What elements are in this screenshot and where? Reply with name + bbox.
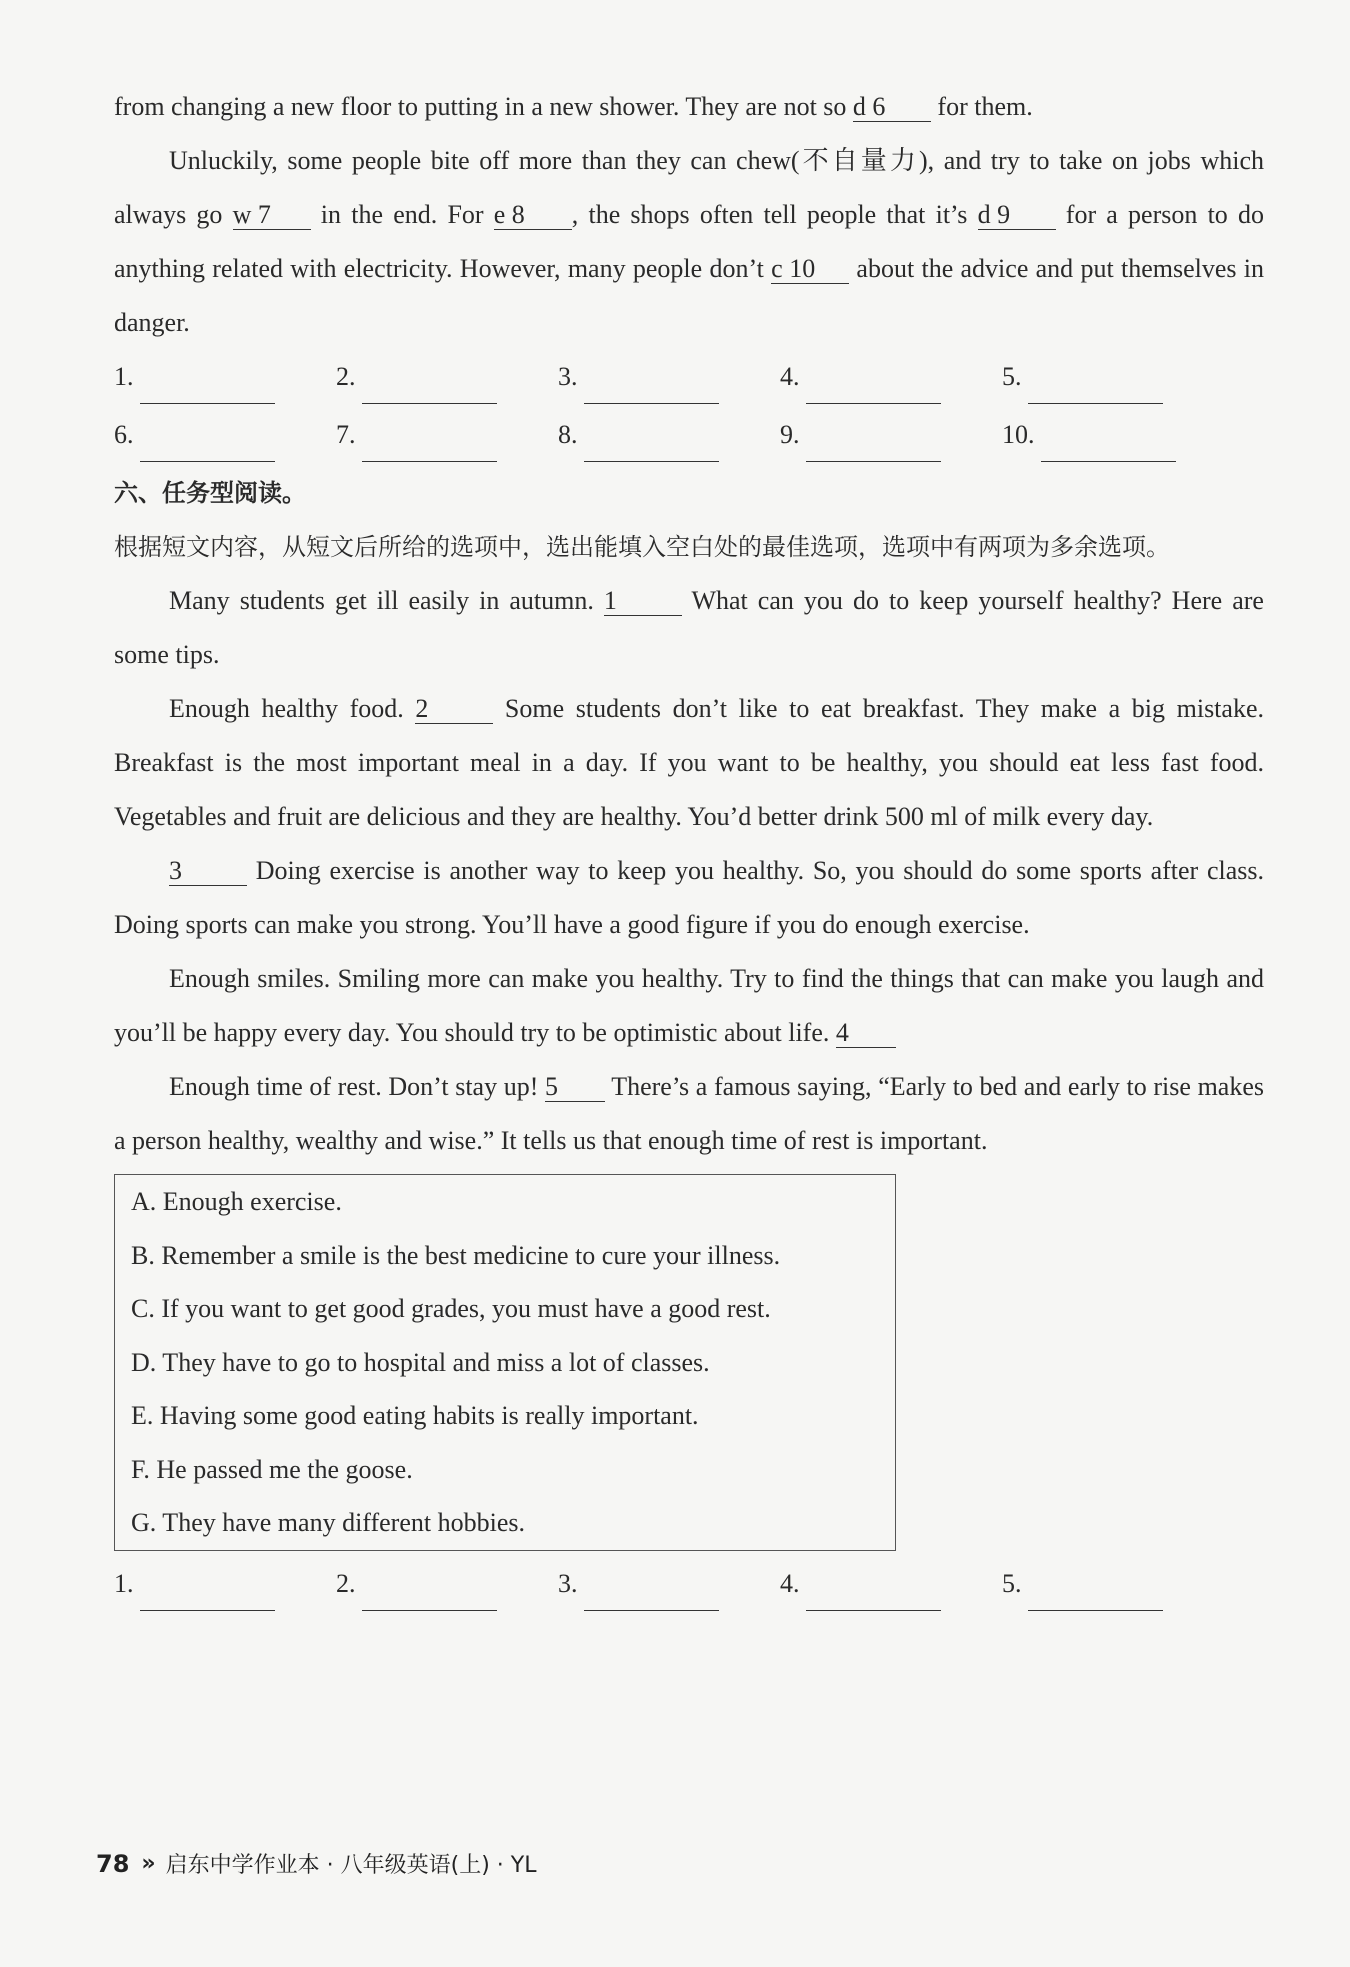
blank-4: 4 <box>836 1019 896 1048</box>
passage6-paragraph3 <box>114 844 1264 952</box>
answer-line[interactable] <box>1028 1584 1163 1611</box>
double-chevron-icon: » <box>141 1851 156 1876</box>
page-footer <box>96 1848 536 1879</box>
answer-number: 4. <box>780 1568 800 1598</box>
answer-line[interactable] <box>806 377 941 404</box>
blank-2: 2 <box>415 695 493 724</box>
blank-1: 1 <box>604 587 682 616</box>
answer-line[interactable] <box>362 435 497 462</box>
answer-number: 1. <box>114 1568 134 1598</box>
answer-line[interactable] <box>140 1584 275 1611</box>
section-heading: 六、任务型阅读。 <box>114 479 306 507</box>
text-run: There’s a famous saying, “Early to bed and early to rise makes a person healthy, wealthy and wise.” It tells us that enough time of rest is important. <box>114 1072 1264 1155</box>
answer-number: 2. <box>336 362 356 391</box>
answer-line[interactable] <box>806 1584 941 1611</box>
answer-line[interactable] <box>362 1584 497 1611</box>
blank-7: w 7 <box>233 201 311 230</box>
section-instruction: 根据短文内容，从短文后所给的选项中，选出能填入空白处的最佳选项，选项中有两项为多余选项。 <box>114 533 1170 561</box>
answer-number: 1. <box>114 362 134 391</box>
text-run: Enough time of rest. Don’t stay up! <box>169 1072 546 1101</box>
page-number: 78 <box>96 1849 130 1878</box>
answer-slot <box>780 1557 1002 1611</box>
answer-slot <box>780 350 1002 404</box>
passage6-paragraph1 <box>114 574 1264 682</box>
text-run: , the shops often tell people that it’s <box>571 200 978 229</box>
text-run: Doing exercise is another way to keep you healthy. So, you should do some sports after class. Doing sports can make you strong. You’ll have a good figure if you do enough exercise. <box>114 856 1264 939</box>
answer-row-2 <box>114 408 1264 466</box>
text-run: for them. <box>930 92 1033 121</box>
blank-8: e 8 <box>494 201 572 230</box>
blank-5: 5 <box>545 1073 605 1102</box>
answer-number: 5. <box>1002 362 1022 391</box>
answer-slot <box>1002 408 1224 462</box>
passage6-paragraph2 <box>114 682 1264 844</box>
answer-line[interactable] <box>584 377 719 404</box>
answer-row-1 <box>114 350 1264 408</box>
blank-3: 3 <box>169 857 247 886</box>
blank-10: c 10 <box>771 255 849 284</box>
answer-line[interactable] <box>362 377 497 404</box>
option-b: B. Remember a smile is the best medicine to cure your illness. <box>131 1240 781 1270</box>
answer-number: 8. <box>558 420 578 449</box>
blank-6: d 6 <box>853 93 931 122</box>
answer-number: 9. <box>780 420 800 449</box>
answer-slot <box>558 1557 780 1611</box>
answer-number: 2. <box>336 1568 356 1598</box>
option-g: G. They have many different hobbies. <box>131 1508 525 1537</box>
answer-slot <box>336 1557 558 1611</box>
option-d: D. They have to go to hospital and miss a lot of classes. <box>131 1347 710 1377</box>
answer-line[interactable] <box>806 435 941 462</box>
option-a: A. Enough exercise. <box>131 1187 342 1216</box>
text-run: Some students don’t like to eat breakfast. They make a big mistake. Breakfast is the most important meal in a day. If you want to be healthy, you should eat less fast food. Vegetables and fruit are delicious and they are healthy. You’d better drink 500 ml of milk every day. <box>114 694 1264 831</box>
passage6-paragraph4 <box>114 952 1264 1060</box>
answer-slot <box>1002 350 1224 404</box>
answer-slot <box>336 408 558 462</box>
passage5-line1 <box>114 80 1264 134</box>
page-content <box>114 80 1264 1615</box>
answer-slot <box>1002 1557 1224 1611</box>
text-run: about the advice and put themselves in danger. <box>114 254 1264 337</box>
answer-line[interactable] <box>584 1584 719 1611</box>
text-run: Unluckily, some people bite off more than they can chew(不自量力), and try to take on jobs which always go <box>114 146 1264 229</box>
answer-number: 3. <box>558 1568 578 1598</box>
answer-number: 5. <box>1002 1568 1022 1598</box>
answer-number: 6. <box>114 420 134 449</box>
answer-number: 4. <box>780 362 800 391</box>
answer-slot <box>780 408 1002 462</box>
answer-line[interactable] <box>140 377 275 404</box>
text-run: Many students get ill easily in autumn. <box>169 586 604 615</box>
answer-slot <box>558 350 780 404</box>
answer-number: 7. <box>336 420 356 449</box>
text-run: from changing a new floor to putting in a new shower. They are not so <box>114 92 853 121</box>
option-f: F. He passed me the goose. <box>131 1454 413 1484</box>
answer-slot <box>558 408 780 462</box>
options-box <box>114 1174 896 1551</box>
option-e: E. Having some good eating habits is really important. <box>131 1401 699 1430</box>
text-run: Enough healthy food. <box>169 694 416 723</box>
blank-9: d 9 <box>978 201 1056 230</box>
answer-number: 10. <box>1002 420 1035 449</box>
answer-slot <box>114 350 336 404</box>
answer-line[interactable] <box>584 435 719 462</box>
text-run: Enough smiles. Smiling more can make you healthy. Try to find the things that can make you laugh and you’ll be happy every day. You should try to be optimistic about life. <box>114 964 1264 1047</box>
answer-line[interactable] <box>1041 435 1176 462</box>
passage6-paragraph5 <box>114 1060 1264 1168</box>
answer-slot <box>336 350 558 404</box>
answer-row-3 <box>114 1557 1264 1615</box>
option-c: C. If you want to get good grades, you must have a good rest. <box>131 1294 771 1323</box>
answer-slot <box>114 408 336 462</box>
answer-line[interactable] <box>1028 377 1163 404</box>
text-run: in the end. For <box>310 200 494 229</box>
text-run: What can you do to keep yourself healthy? Here are some tips. <box>114 586 1264 669</box>
text-run: for a person to do anything related with electricity. However, many people don’t <box>114 200 1264 283</box>
answer-line[interactable] <box>140 435 275 462</box>
book-title: 启东中学作业本 · 八年级英语(上) · YL <box>165 1853 537 1878</box>
answer-slot <box>114 1557 336 1611</box>
passage5-paragraph2 <box>114 134 1264 350</box>
answer-number: 3. <box>558 362 578 391</box>
